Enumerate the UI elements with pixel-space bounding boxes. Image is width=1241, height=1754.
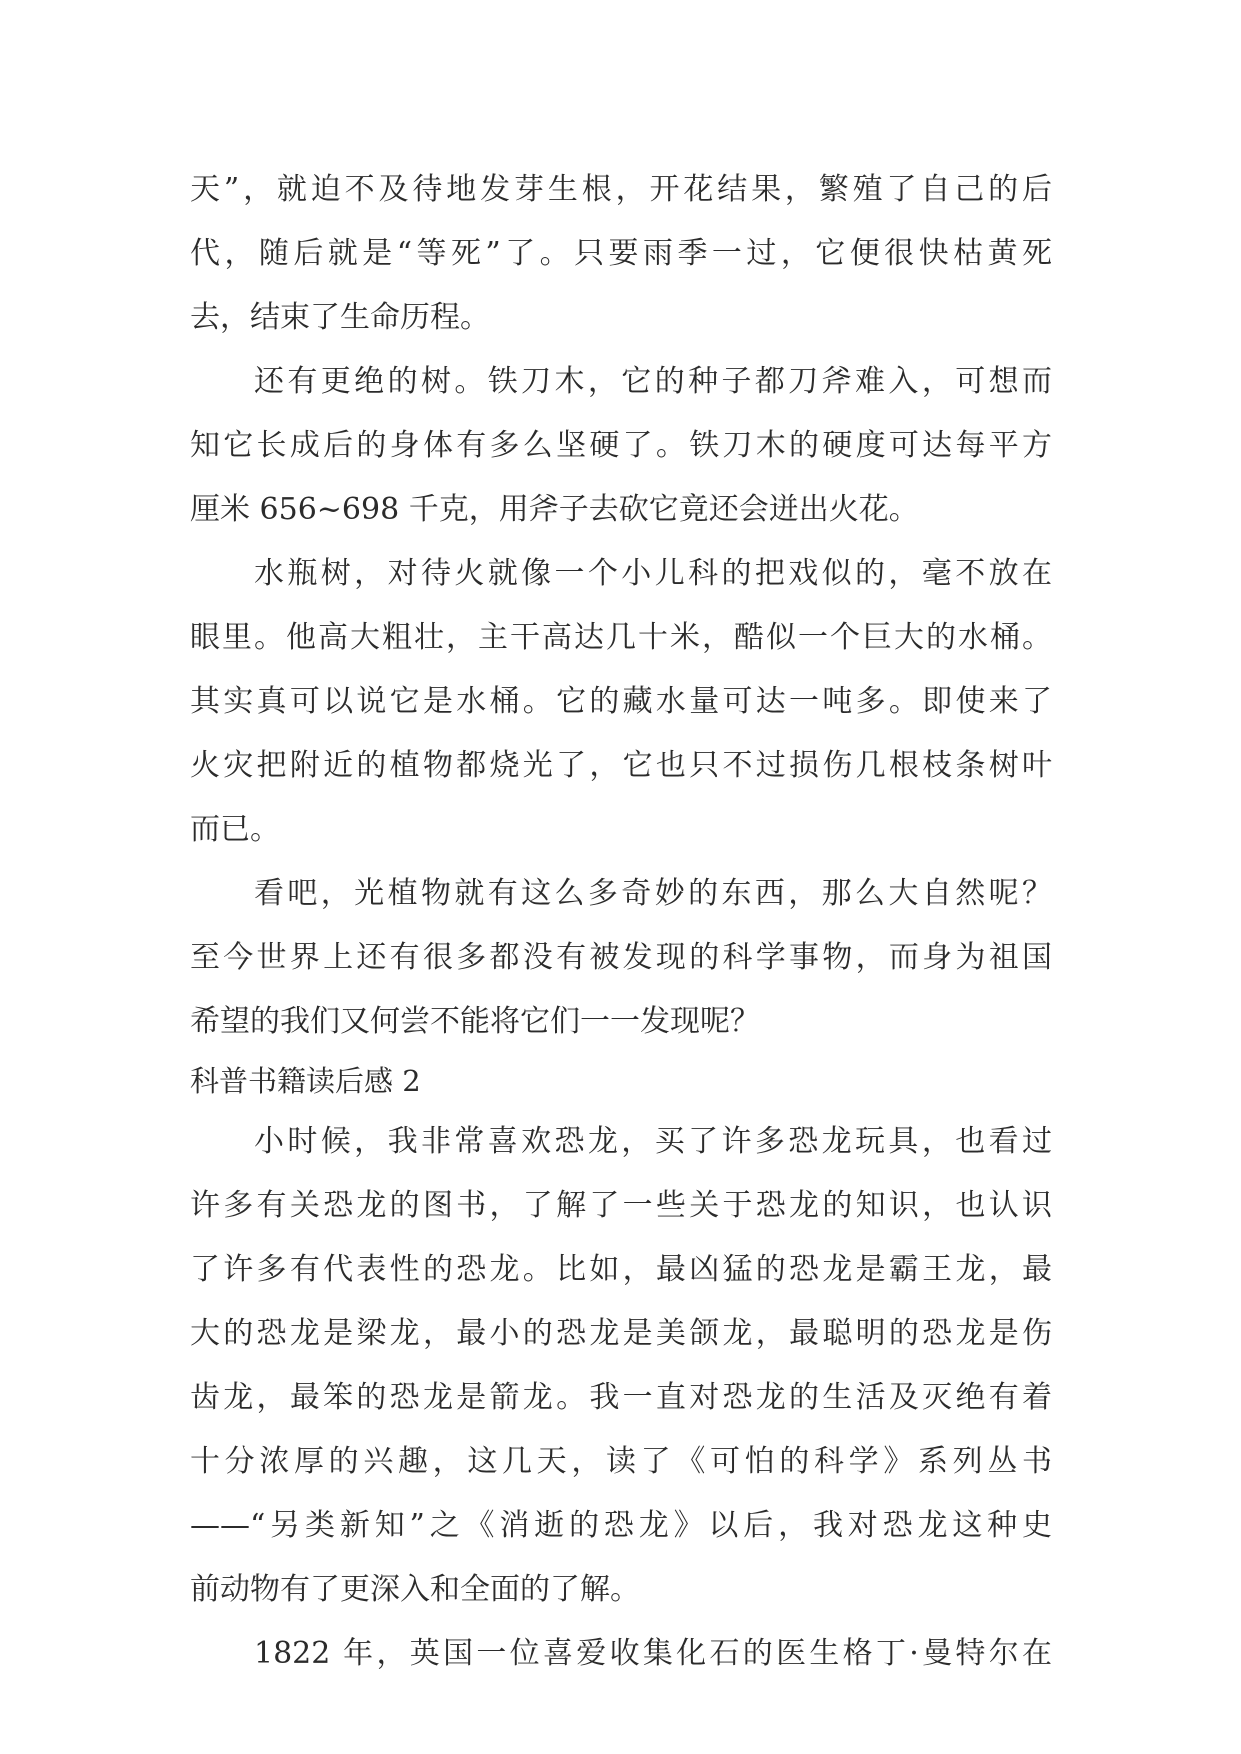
text-line: 前动物有了更深入和全面的了解。 bbox=[190, 1572, 640, 1607]
text-line: 还有更绝的树。铁刀木，它的种子都刀斧难入，可想而 bbox=[254, 364, 1052, 399]
text-line: 小时候，我非常喜欢恐龙，买了许多恐龙玩具，也看过 bbox=[254, 1124, 1052, 1159]
text-line: 火灾把附近的植物都烧光了，它也只不过损伤几根枝条树叶 bbox=[190, 748, 1052, 783]
text-line: 齿龙，最笨的恐龙是箭龙。我一直对恐龙的生活及灭绝有着 bbox=[190, 1380, 1052, 1415]
text-line: 希望的我们又何尝不能将它们一一发现呢？ bbox=[190, 1004, 760, 1039]
text-line: 看吧，光植物就有这么多奇妙的东西，那么大自然呢？ bbox=[254, 876, 1052, 911]
text-line: 1822 年，英国一位喜爱收集化石的医生格丁·曼特尔在 bbox=[254, 1636, 1052, 1671]
text-line: 眼里。他高大粗壮，主干高达几十米，酷似一个巨大的水桶。 bbox=[190, 620, 1052, 655]
text-line: 大的恐龙是梁龙，最小的恐龙是美颌龙，最聪明的恐龙是伤 bbox=[190, 1316, 1052, 1351]
text-line: 而已。 bbox=[190, 812, 280, 847]
text-line: 至今世界上还有很多都没有被发现的科学事物，而身为祖国 bbox=[190, 940, 1052, 975]
text-line: 水瓶树，对待火就像一个小儿科的把戏似的，毫不放在 bbox=[254, 556, 1052, 591]
text-line: 十分浓厚的兴趣，这几天，读了《可怕的科学》系列丛书 bbox=[190, 1444, 1052, 1479]
document-body bbox=[190, 158, 1052, 1686]
text-line: 知它长成后的身体有多么坚硬了。铁刀木的硬度可达每平方 bbox=[190, 428, 1052, 463]
text-line: 厘米 656~698 千克，用斧子去砍它竟还会迸出火花。 bbox=[190, 492, 919, 527]
text-line: 天”，就迫不及待地发芽生根，开花结果，繁殖了自己的后 bbox=[190, 172, 1052, 207]
section-heading: 科普书籍读后感 2 bbox=[190, 1064, 421, 1098]
text-line: 去，结束了生命历程。 bbox=[190, 300, 490, 335]
text-line: ——“另类新知”之《消逝的恐龙》以后，我对恐龙这种史 bbox=[190, 1508, 1052, 1543]
text-line: 了许多有代表性的恐龙。比如，最凶猛的恐龙是霸王龙，最 bbox=[190, 1252, 1052, 1287]
text-line: 代，随后就是“等死”了。只要雨季一过，它便很快枯黄死 bbox=[190, 236, 1052, 271]
text-line: 其实真可以说它是水桶。它的藏水量可达一吨多。即使来了 bbox=[190, 684, 1052, 719]
text-line: 许多有关恐龙的图书，了解了一些关于恐龙的知识，也认识 bbox=[190, 1188, 1052, 1223]
